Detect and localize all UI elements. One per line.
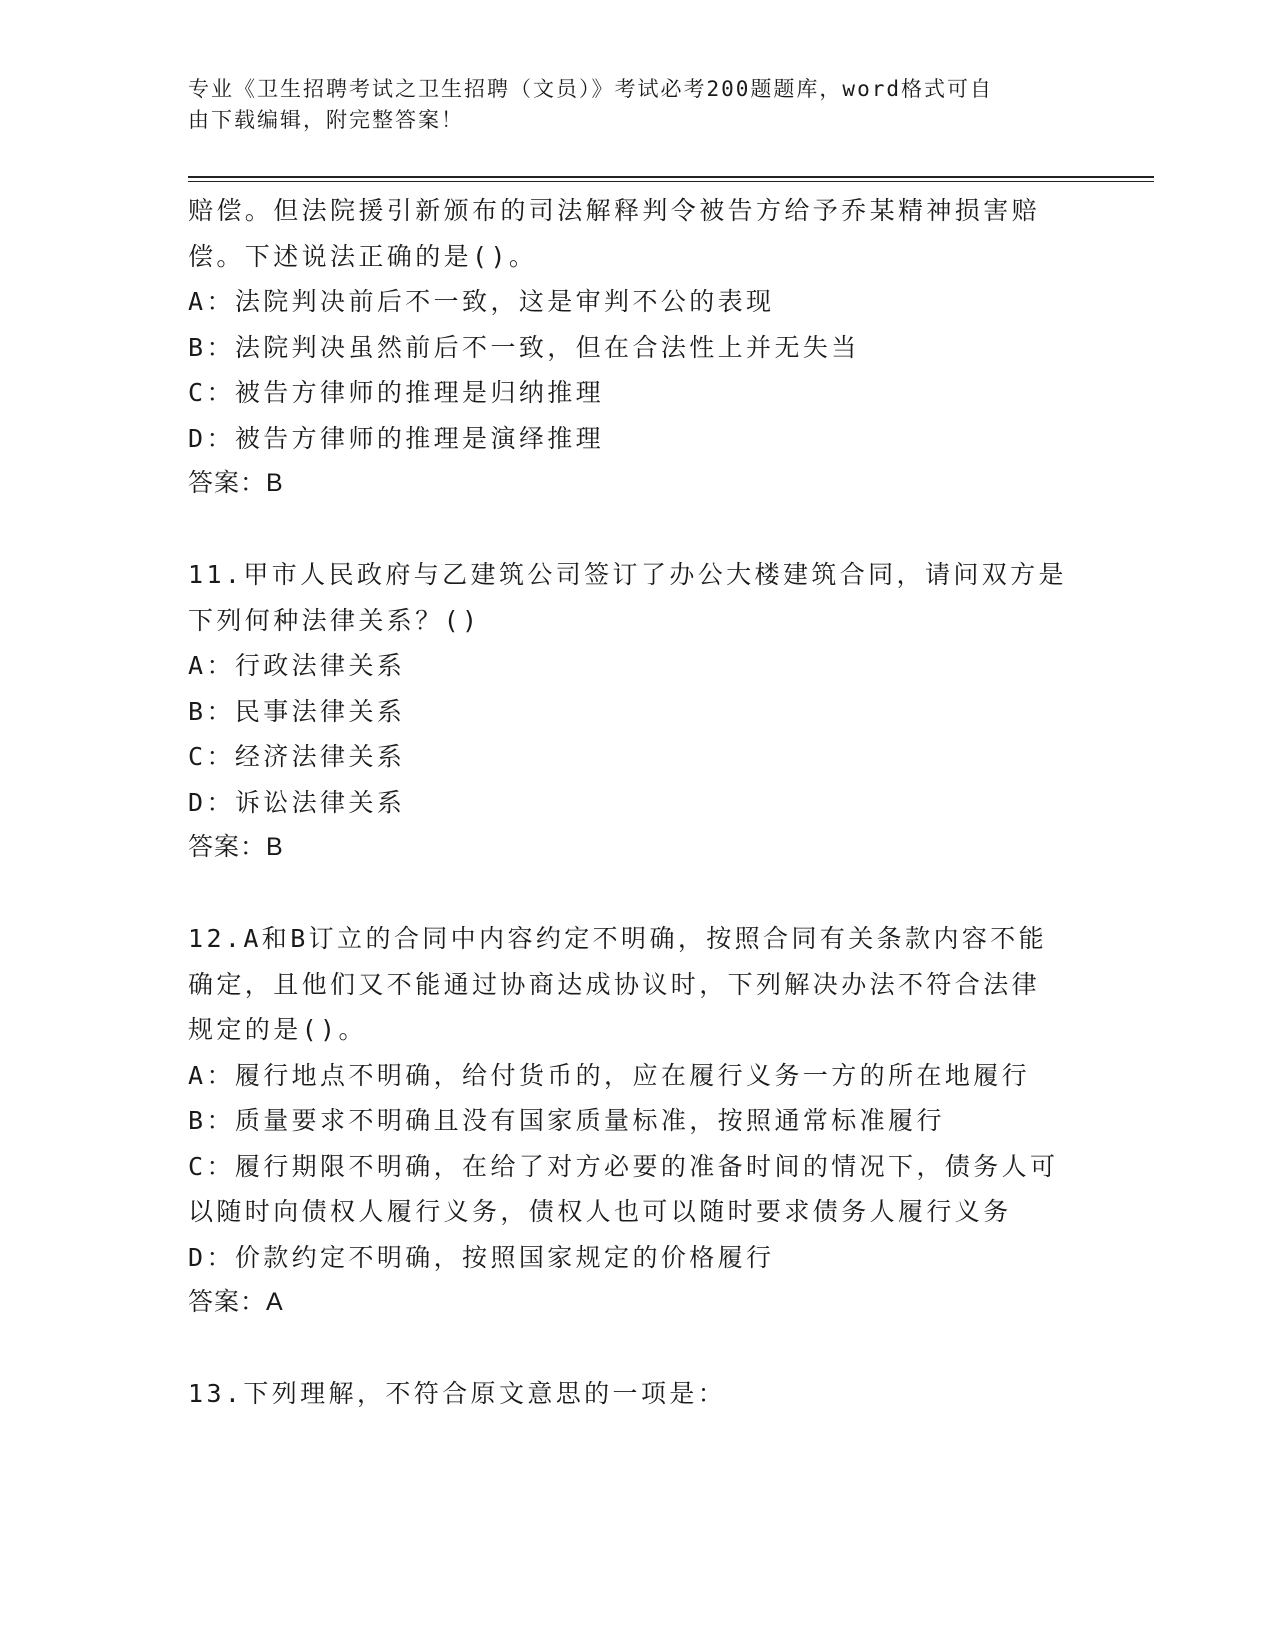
option-c: C：履行期限不明确，在给了对方必要的准备时间的情况下，债务人可 (188, 1151, 1059, 1181)
answer-label: 答案：A (188, 1288, 284, 1316)
question-stem: 确定，且他们又不能通过协商达成协议时，下列解决办法不符合法律 (188, 969, 1041, 999)
option-d: D：诉讼法律关系 (188, 787, 406, 817)
option-b: B：法院判决虽然前后不一致，但在合法性上并无失当 (188, 332, 860, 362)
question-stem: 11.甲市人民政府与乙建筑公司签订了办公大楼建筑合同，请问双方是 (188, 560, 1067, 589)
header-line-1: 专业《卫生招聘考试之卫生招聘（文员）》考试必考200题题库，word格式可自 (188, 77, 993, 101)
option-a: A：行政法律关系 (188, 651, 406, 680)
option-c: C：经济法律关系 (188, 742, 406, 771)
option-a: A：法院判决前后不一致，这是审判不公的表现 (188, 287, 775, 316)
question-stem: 规定的是()。 (188, 1015, 367, 1044)
document-header (188, 74, 1068, 136)
question-10 (188, 188, 1088, 507)
question-stem: 12.A和B订立的合同中内容约定不明确，按照合同有关条款内容不能 (188, 924, 1048, 953)
answer-label: 答案：B (188, 469, 284, 497)
question-12 (188, 916, 1088, 1326)
spacer (188, 507, 1088, 553)
option-d: D：价款约定不明确，按照国家规定的价格履行 (188, 1242, 775, 1272)
header-line-2: 由下载编辑，附完整答案！ (188, 108, 464, 132)
option-a: A：履行地点不明确，给付货币的，应在履行义务一方的所在地履行 (188, 1060, 1031, 1090)
question-stem: 13.下列理解，不符合原文意思的一项是： (188, 1379, 727, 1408)
option-b: B：民事法律关系 (188, 696, 406, 726)
option-b: B：质量要求不明确且没有国家质量标准，按照通常标准履行 (188, 1106, 945, 1135)
document-body (188, 188, 1088, 1417)
option-d: D：被告方律师的推理是演绎推理 (188, 423, 605, 453)
header-divider-thin (188, 181, 1154, 182)
option-c-continued: 以随时向债权人履行义务，债权人也可以随时要求债务人履行义务 (188, 1197, 1012, 1226)
question-stem: 下列何种法律关系？() (188, 605, 481, 635)
question-stem: 偿。下述说法正确的是()。 (188, 241, 538, 271)
header-divider-thick (188, 176, 1154, 178)
question-stem: 赔偿。但法院援引新颁布的司法解释判令被告方给予乔某精神损害赔 (188, 196, 1041, 225)
option-c: C：被告方律师的推理是归纳推理 (188, 378, 605, 407)
spacer (188, 1326, 1088, 1372)
answer-label: 答案：B (188, 833, 284, 861)
question-13 (188, 1371, 1088, 1417)
spacer (188, 871, 1088, 917)
question-11 (188, 552, 1088, 871)
